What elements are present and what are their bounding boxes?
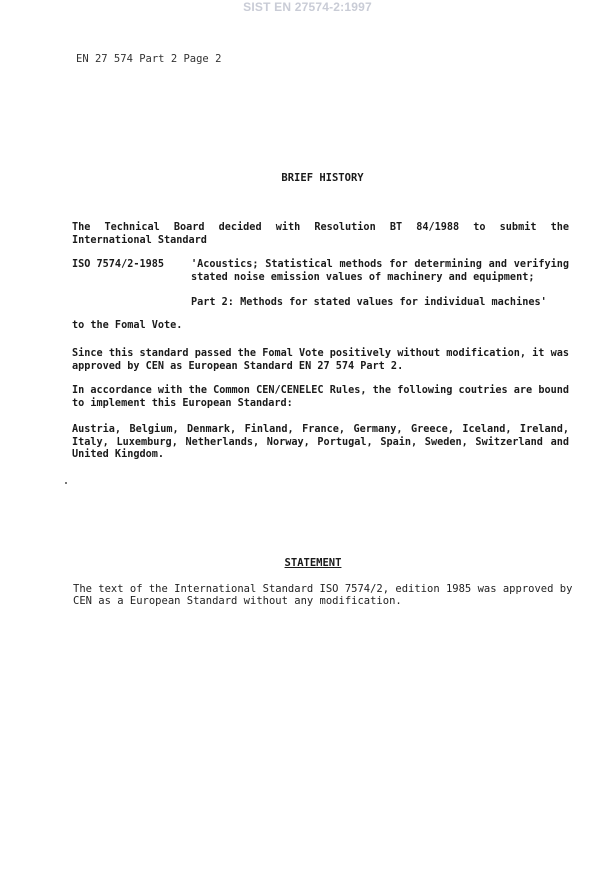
paragraph-resolution: The Technical Board decided with Resolution BT 84/1988 to submit the International Standard — [72, 222, 569, 246]
scan-speck — [65, 482, 67, 484]
watermark: SIST EN 27574-2:1997 — [243, 0, 372, 14]
iso-part: Part 2: Methods for stated values for individual machines' — [191, 297, 547, 308]
statement-text: The text of the International Standard ISO 7574/2, edition 1985 was approved by CEN as a European Standard without any modification. — [73, 583, 573, 608]
paragraph-countries: Austria, Belgium, Denmark, Finland, France, Germany, Greece, Iceland, Ireland, Italy, Luxemburg, Netherlands, Norway, Portugal, Spain, Sweden, Switzerland and United Kingdom. — [72, 424, 569, 461]
paragraph-rules: In accordance with the Common CEN/CENELEC Rules, the following coutries are bound to implement this European Standard: — [72, 385, 569, 409]
iso-code: ISO 7574/2-1985 — [72, 259, 165, 270]
section-title-brief-history: BRIEF HISTORY — [281, 172, 364, 184]
paragraph-vote: to the Fomal Vote. — [72, 320, 183, 331]
page-header: EN 27 574 Part 2 Page 2 — [76, 53, 222, 65]
section-title-statement: STATEMENT — [284, 557, 342, 569]
paragraph-approval: Since this standard passed the Fomal Vote positively without modification, it was approved by CEN as European Standard EN 27 574 Part 2. — [72, 348, 569, 372]
iso-description: 'Acoustics; Statistical methods for determining and verifying stated noise emission values of machinery and equipment; — [191, 259, 569, 283]
